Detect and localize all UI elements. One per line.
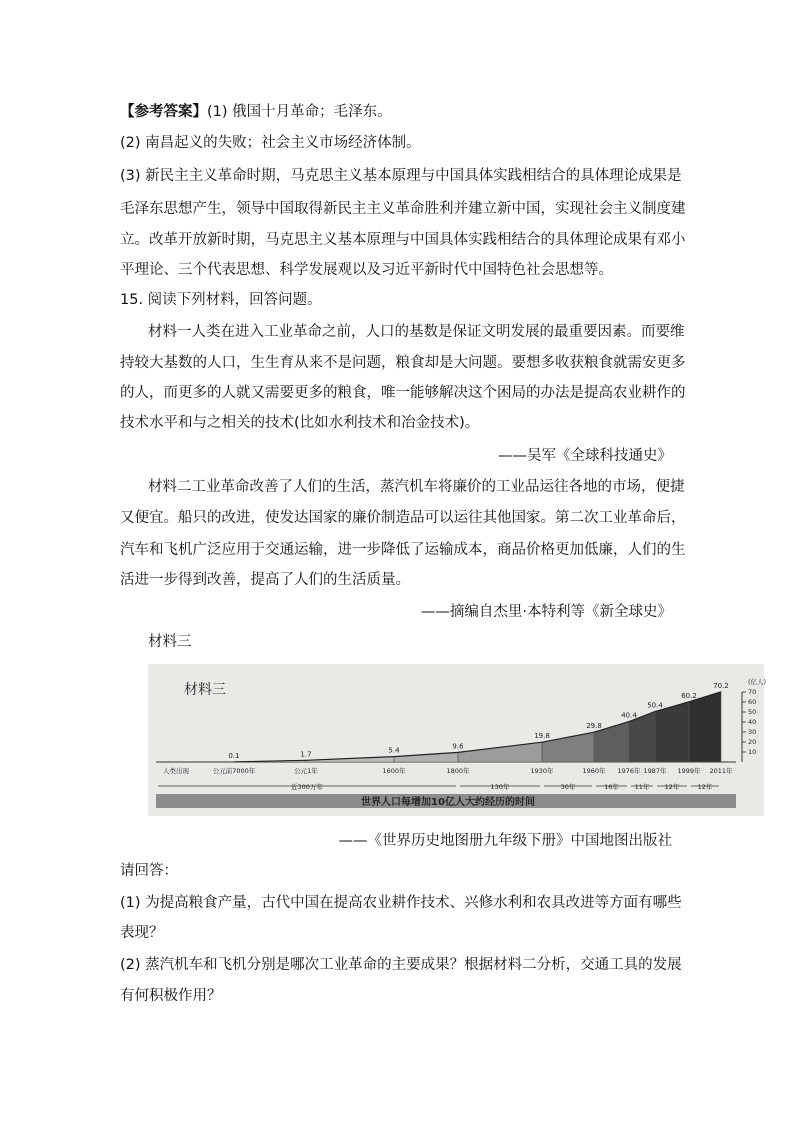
material2-line: 汽车和飞机广泛应用于交通运输，进一步降低了运输成本，商品价格更加低廉，人们的生 — [120, 542, 686, 558]
chart-x-label: 公元前7000年 — [212, 767, 256, 775]
chart-interval-label: 12年 — [664, 783, 680, 791]
source-1: ——吴军《全球科技通史》 — [498, 448, 672, 464]
answer-label: 【参考答案】 — [120, 104, 207, 120]
chart-interval-label: 16年 — [604, 783, 619, 791]
chart-y-tick-label: 30 — [748, 728, 757, 736]
chart-value-label: 40.4 — [621, 711, 637, 720]
answer-line-2: (2) 南昌起义的失败；社会主义市场经济体制。 — [120, 135, 421, 151]
prompt: 请回答： — [120, 863, 178, 879]
material1-line: 技术水平和与之相关的技术(比如水利技术和冶金技术)。 — [120, 415, 480, 431]
material1-line: 持较大基数的人口，生生育从来不是问题，粮食却是大问题。要想多收获粮食就需安更多 — [120, 355, 686, 371]
chart-x-label: 1987年 — [643, 767, 667, 775]
question-2-line: 有何积极作用？ — [120, 988, 222, 1004]
chart-x-label: 1600年 — [382, 767, 406, 775]
chart-area-segment — [655, 702, 689, 762]
chart-title: 材料三 — [184, 682, 226, 698]
chart-interval-label: 近300万年 — [291, 783, 323, 791]
material2-line: 活进一步得到改善，提高了人们的生活质量。 — [120, 572, 410, 588]
chart-area-segment — [458, 742, 542, 762]
chart-value-label: 19.8 — [534, 732, 550, 741]
chart-value-label: 70.2 — [713, 681, 729, 690]
chart-value-label: 1.7 — [300, 750, 312, 759]
chart-interval-label: 11年 — [634, 783, 650, 791]
chart-interval-label: 130年 — [490, 783, 510, 791]
chart-caption: 世界人口每增加10亿人大约经历的时间 — [361, 797, 535, 808]
chart-area-segment — [394, 752, 458, 762]
material1-line: 材料一人类在进入工业革命之前，人口的基数是保证文明发展的最重要因素。而要维 — [148, 324, 685, 340]
chart-value-label: 50.4 — [647, 701, 663, 710]
chart-x-label: 公元1年 — [294, 767, 318, 775]
material1-line: 的人，而更多的人就又需要更多的粮食，唯一能够解决这个困局的办法是提高农业耕作的 — [120, 385, 686, 401]
chart-x-label: 1999年 — [677, 767, 701, 775]
chart-value-label: 29.8 — [586, 722, 602, 731]
chart-y-tick-label: 10 — [748, 748, 757, 756]
answer-line-4: 毛泽东思想产生，领导中国取得新民主主义革命胜利并建立新中国，实现社会主义制度建 — [120, 201, 686, 217]
chart-value-label: 60.2 — [681, 691, 697, 700]
answer-line-3: (3) 新民主主义革命时期，马克思主义基本原理与中国具体实践相结合的具体理论成果是 — [120, 168, 682, 184]
chart-x-label: 2011年 — [709, 767, 733, 775]
chart-x-label: 1960年 — [582, 767, 606, 775]
question-1-line: 表现？ — [120, 925, 164, 941]
question-2-line: (2) 蒸汽机车和飞机分别是哪次工业革命的主要成果？根据材料二分析，交通工具的发展 — [120, 957, 682, 973]
answer-line-1 — [120, 102, 392, 122]
chart-y-tick-label: 70 — [748, 688, 757, 696]
chart-value-label: 9.6 — [452, 742, 464, 751]
population-chart — [148, 664, 767, 816]
chart-y-tick-label: 50 — [748, 708, 757, 716]
answer-line-6: 平理论、三个代表思想、科学发展观以及习近平新时代中国特色社会思想等。 — [120, 262, 613, 278]
population-chart-svg — [148, 664, 767, 816]
chart-unit-label: (亿人) — [748, 678, 767, 686]
chart-value-label: 5.4 — [388, 746, 400, 755]
source-3: ——《世界历史地图册九年级下册》中国地图出版社 — [338, 833, 672, 849]
chart-y-tick-label: 60 — [748, 698, 757, 706]
material3-label: 材料三 — [148, 634, 192, 650]
chart-interval-label: 30年 — [560, 783, 576, 791]
chart-x-label: 1930年 — [530, 767, 554, 775]
answer-text: (1) 俄国十月革命；毛泽东。 — [207, 104, 392, 120]
answer-line-5: 立。改革开放新时期，马克思主义基本原理与中国具体实践相结合的具体理论成果有邓小 — [120, 232, 686, 248]
chart-area-segment — [689, 692, 721, 762]
question-1-line: (1) 为提高粮食产量，古代中国在提高农业耕作技术、兴修水利和农具改进等方面有哪些 — [120, 895, 682, 911]
material2-line: 材料二工业革命改善了人们的生活，蒸汽机车将廉价的工业品运往各地的市场，便捷 — [148, 479, 685, 495]
chart-x-label: 人类出现 — [163, 767, 189, 775]
chart-x-label: 1976年 — [617, 767, 641, 775]
material2-line: 又便宜。船只的改进，使发达国家的廉价制造品可以运往其他国家。第二次工业革命后， — [120, 510, 686, 526]
source-2: ——摘编自杰里·本特利等《新全球史》 — [420, 604, 672, 620]
chart-x-label: 1800年 — [446, 767, 470, 775]
chart-value-label: 0.1 — [228, 751, 240, 760]
chart-y-tick-label: 40 — [748, 718, 757, 726]
chart-y-tick-label: 20 — [748, 738, 757, 746]
question-title: 15. 阅读下列材料，回答问题。 — [120, 292, 322, 308]
chart-interval-label: 12年 — [697, 783, 713, 791]
